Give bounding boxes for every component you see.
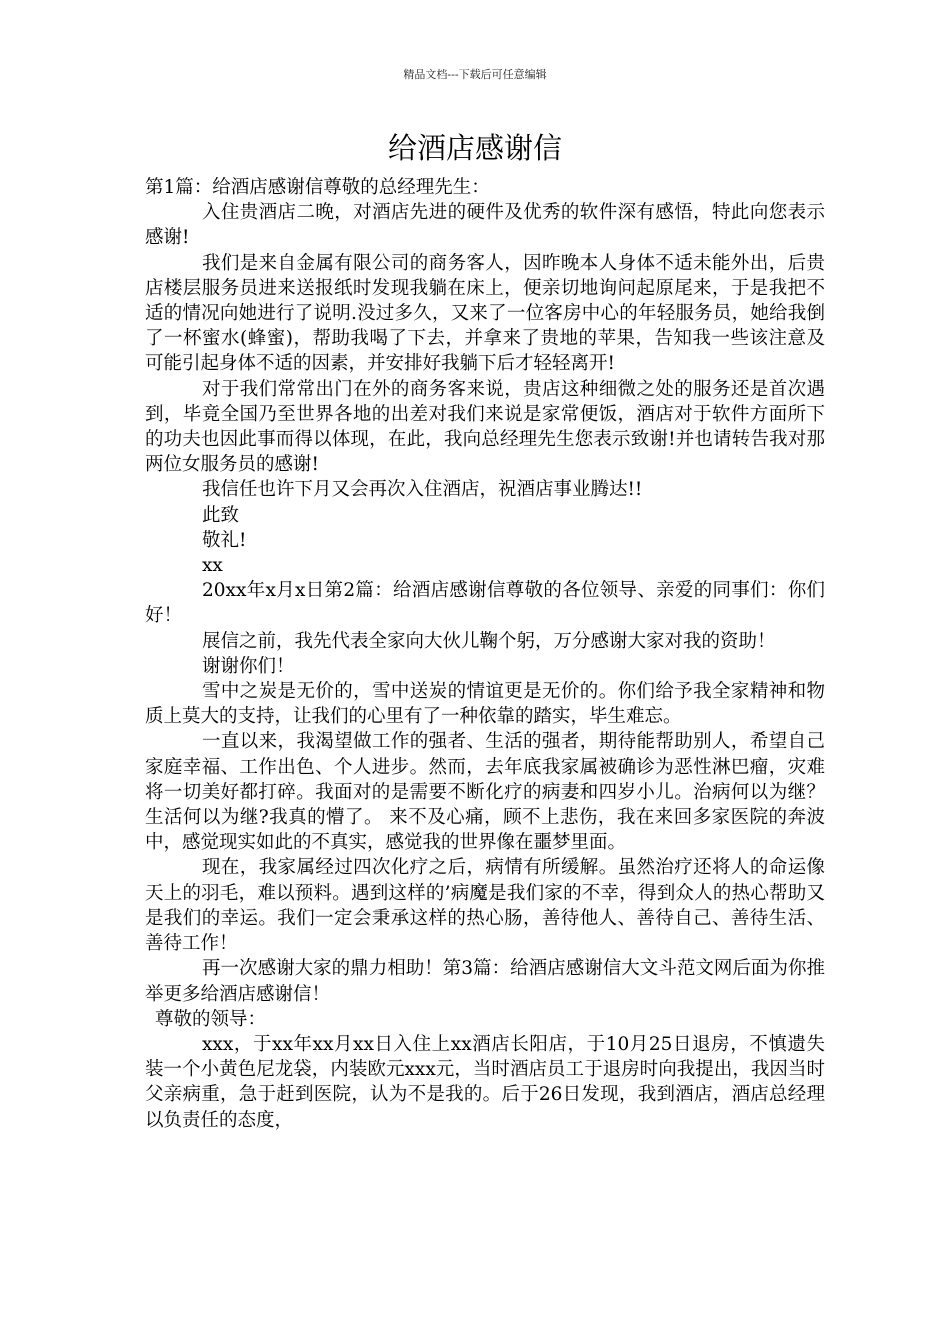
paragraph: 入住贵酒店二晚，对酒店先进的硬件及优秀的软件深有感悟，特此向您表示感谢! [145, 202, 825, 249]
paragraph: 现在，我家属经过四次化疗之后，病情有所缓解。虽然治疗还将人的命运像天上的羽毛，难以预料。遇到这样的’病魔是我们家的不幸，得到众人的热心帮助又是我们的幸运。我们一定会秉承这样的热心肠，善待他人、善待自己、善待生活、善待工作！ [145, 857, 825, 955]
paragraph: 我们是来自金属有限公司的商务客人，因昨晚本人身体不适未能外出，后贵店楼层服务员进来送报纸时发现我躺在床上，便亲切地询问起原尾来，于是我把不适的情况向她进行了说明.没过多久，又来了一位客房中心的年轻服务员，她给我倒了一杯蜜水(蜂蜜)，帮助我喝了下去，并拿来了贵地的苹果，告知我一些该注意及可能引起身体不适的因素，并安排好我躺下后才轻轻离开! [145, 252, 825, 375]
closing-line: 敬礼! [202, 529, 247, 551]
paragraph: 谢谢你们！ [202, 655, 295, 677]
paragraph: 对于我们常常出门在外的商务客来说，贵店这种细微之处的服务还是首次遇到，毕竟全国乃至世界各地的出差对我们来说是家常便饭，酒店对于软件方面所下的功夫也因此事而得以体现，在此，我向总经理先生您表示致谢!并也请转告我对那两位女服务员的感谢! [145, 378, 825, 476]
document-title: 给酒店感谢信 [387, 131, 562, 165]
paragraph: 20xx年x月x日第2篇：给酒店感谢信尊敬的各位领导、亲爱的同事们：你们好！ [145, 580, 825, 627]
salutation: 尊敬的领导： [155, 1008, 267, 1030]
paragraph: 一直以来，我渴望做工作的强者、生活的强者，期待能帮助别人，希望自己家庭幸福、工作出色、个人进步。然而，去年底我家属被确诊为恶性淋巴瘤，灾难将一切美好都打碎。我面对的是需要不断化疗的病妻和四岁小儿。治病何以为继？生活何以为继?我真的懵了。 来不及心痛，顾不上悲伤，我在来回多家医院的奔波中，感觉现实如此的不真实，感觉我的世界像在噩梦里面。 [145, 731, 825, 854]
paragraph: 展信之前，我先代表全家向大伙儿鞠个躬，万分感谢大家对我的资助！ [202, 630, 776, 652]
page-header: 精品文档---下载后可任意编辑 [403, 68, 547, 81]
signature-line: xx [202, 555, 223, 577]
document-body [145, 175, 825, 1133]
paragraph: 第1篇：给酒店感谢信尊敬的总经理先生： [145, 177, 490, 198]
paragraph: 雪中之炭是无价的，雪中送炭的情谊更是无价的。你们给予我全家精神和物质上莫大的支持，让我们的心里有了一种依靠的踏实，毕生难忘。 [145, 681, 825, 728]
closing-line: 此致 [202, 504, 240, 526]
paragraph: xxx，于xx年xx月xx日入住上xx酒店长阳店，于10月25日退房，不慎遗失装一个小黄色尼龙袋，内装欧元xxx元，当时酒店员工于退房时向我提出，我因当时父亲病重，急于赶到医院，认为不是我的。后于26日发现，我到酒店，酒店总经理以负责任的态度， [145, 1033, 825, 1131]
paragraph: 再一次感谢大家的鼎力相助！第3篇：给酒店感谢信大文斗范文网后面为你推举更多给酒店感谢信！ [145, 958, 825, 1005]
paragraph: 我信任也许下月又会再次入住酒店，祝酒店事业腾达!! [202, 479, 643, 501]
